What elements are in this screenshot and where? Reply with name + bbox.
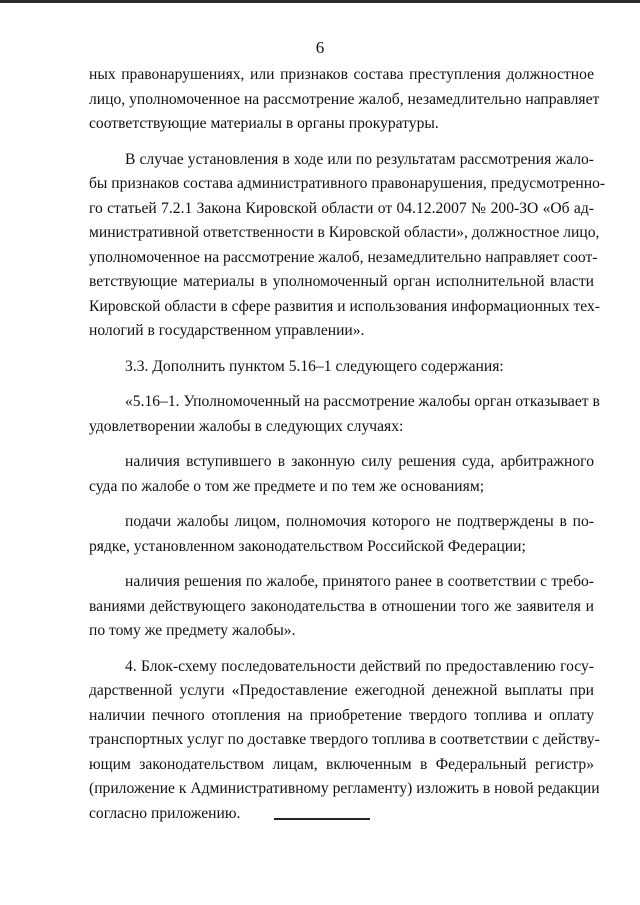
text-line: подачи жалобы лицом, полномочия которого не подтверждены в по- (125, 513, 594, 530)
text-line: наличия вступившего в законную силу решения суда, арбитражного (125, 453, 594, 470)
scan-speck (128, 795, 148, 797)
text-line: согласно приложению. (89, 804, 241, 822)
page-number: 6 (315, 38, 325, 57)
text-line: 3.3. Дополнить пунктом 5.16–1 следующего содержания: (125, 357, 504, 375)
text-line: лицо, уполномоченное на рассмотрение жалоб, незамедлительно направляет (89, 90, 600, 108)
text-line: ных правонарушениях, или признаков состава преступления должностное (89, 66, 594, 83)
text-line: рядке, установленном законодательством Российской Федерации; (89, 537, 526, 555)
paragraph (89, 510, 594, 559)
paragraph (89, 450, 594, 499)
text-line: наличия решения по жалобе, принятого ранее в соответствии с требо- (125, 573, 594, 590)
text-line: (приложение к Административному регламенту) изложить в новой редакции (89, 780, 600, 797)
text-line: по тому же предмету жалобы». (89, 622, 296, 639)
text-line: наличии печного отопления на приобретение твердого топлива и оплату (89, 706, 594, 724)
text-line: суда по жалобе о том же предмете и по тем же основаниям; (89, 477, 485, 495)
paragraph (89, 148, 606, 344)
text-line: нологий в государственном управлении». (89, 322, 365, 339)
text-line: удовлетворении жалобы в следующих случаях: (89, 417, 404, 435)
top-border-line (0, 0, 640, 3)
text-line: го статьей 7.2.1 Закона Кировской области от 04.12.2007 № 200-ЗО «Об ад- (89, 199, 594, 217)
text-line: бы признаков состава административного правонарушения, предусмотренно- (89, 175, 606, 192)
text-line: Кировской области в сфере развития и использования информационных тех- (89, 297, 600, 315)
document-body (89, 63, 606, 826)
text-line: «5.16–1. Уполномоченный на рассмотрение жалобы орган отказывает в (125, 393, 600, 410)
text-line: ваниями действующего законодательства в отношении того же заявителя и (89, 597, 594, 615)
paragraph (89, 570, 594, 644)
text-line: ющим законодательством лицам, включенным в Федеральный регистр» (89, 755, 594, 773)
paragraph (89, 63, 600, 137)
text-line: транспортных услуг по доставке твердого топлива в соответствии с действу- (89, 731, 600, 748)
text-line: министративной ответственности в Кировской области», должностное лицо, (89, 224, 600, 241)
text-line: дарственной услуги «Предоставление ежегодной денежной выплаты при (89, 682, 594, 699)
paragraph (89, 355, 594, 380)
text-line: 4. Блок-схему последовательности действий по предоставлению госу- (125, 657, 594, 675)
paragraph (89, 390, 600, 439)
end-divider-line (274, 818, 370, 820)
text-line: ветствующие материалы в уполномоченный орган исполнительной власти (89, 273, 594, 290)
paragraph (89, 655, 600, 827)
text-line: соответствующие материалы в органы прокуратуры. (89, 115, 439, 132)
text-line: В случае установления в ходе или по результатам рассмотрения жало- (125, 150, 594, 168)
text-line: уполномоченное на рассмотрение жалоб, незамедлительно направляет соот- (89, 248, 598, 266)
